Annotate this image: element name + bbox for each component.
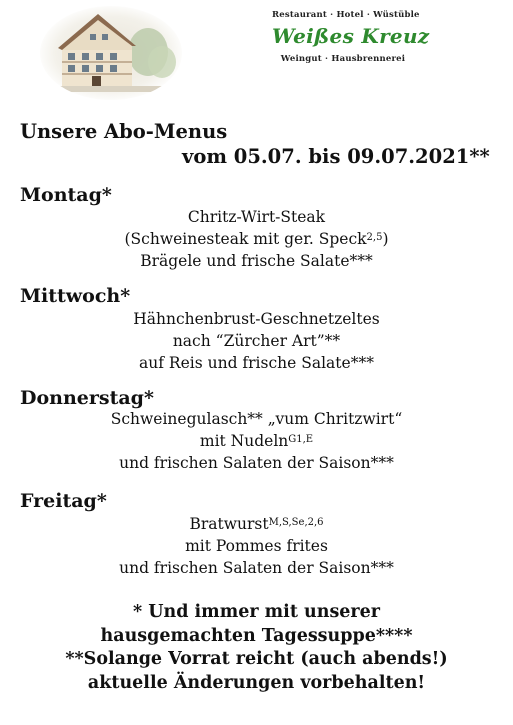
dish-line: Hähnchenbrust-Geschnetzeltes [133,310,380,328]
dish-line: nach “Zürcher Art”** [172,332,341,350]
brand-tagline-bottom: Weingut · Hausbrennerei [280,54,406,64]
dish-block [0,513,513,579]
dish-line: mit Pommes frites [185,537,328,555]
dish-line: Schweinegulasch** „vum Chritzwirt“ [110,410,403,428]
dish-line: Bratwurst$^{M,S,Se,2,6}$ [189,515,324,533]
menu-title: Unsere Abo-Menus [20,120,228,143]
allergen-code: M,S,Se,2,6 [268,517,324,528]
brand-name: Weißes Kreuz [272,24,430,48]
dish-line: Brägele und frische Salate*** [140,252,373,270]
dish-line: und frischen Salaten der Saison*** [119,559,394,577]
footer-line: * Und immer mit unserer [132,602,381,622]
allergen-code: G1,E [288,434,314,445]
day-heading: Freitag* [20,490,107,512]
footer-line: **Solange Vorrat reicht (auch abends!) [65,649,448,669]
dish-line: mit Nudeln$^{G1,E}$ [199,432,314,450]
dish-block [0,308,513,374]
allergen-code: 2,5 [366,232,383,243]
menu-date-range: vom 05.07. bis 09.07.2021** [182,145,490,168]
day-heading: Donnerstag* [20,387,154,409]
footer-line: hausgemachten Tagessuppe**** [100,625,413,646]
brand-tagline-top: Restaurant · Hotel · Wüstüble [272,10,420,20]
hotel-image [40,6,182,100]
brand-logo [272,10,430,64]
dish-line: und frischen Salaten der Saison*** [119,454,394,472]
footer-notes [0,601,513,695]
dish-line: (Schweinesteak mit ger. Speck$^{2,5}$) [124,230,389,248]
day-heading: Montag* [20,184,112,206]
header [0,0,513,110]
dish-line: Chritz-Wirt-Steak [187,208,326,226]
dish-block [0,206,513,272]
day-heading: Mittwoch* [20,285,131,307]
footer-line: aktuelle Änderungen vorbehalten! [87,672,426,693]
dish-block [0,408,513,474]
dish-line: auf Reis und frische Salate*** [139,354,374,372]
hotel-illustration [40,6,182,100]
